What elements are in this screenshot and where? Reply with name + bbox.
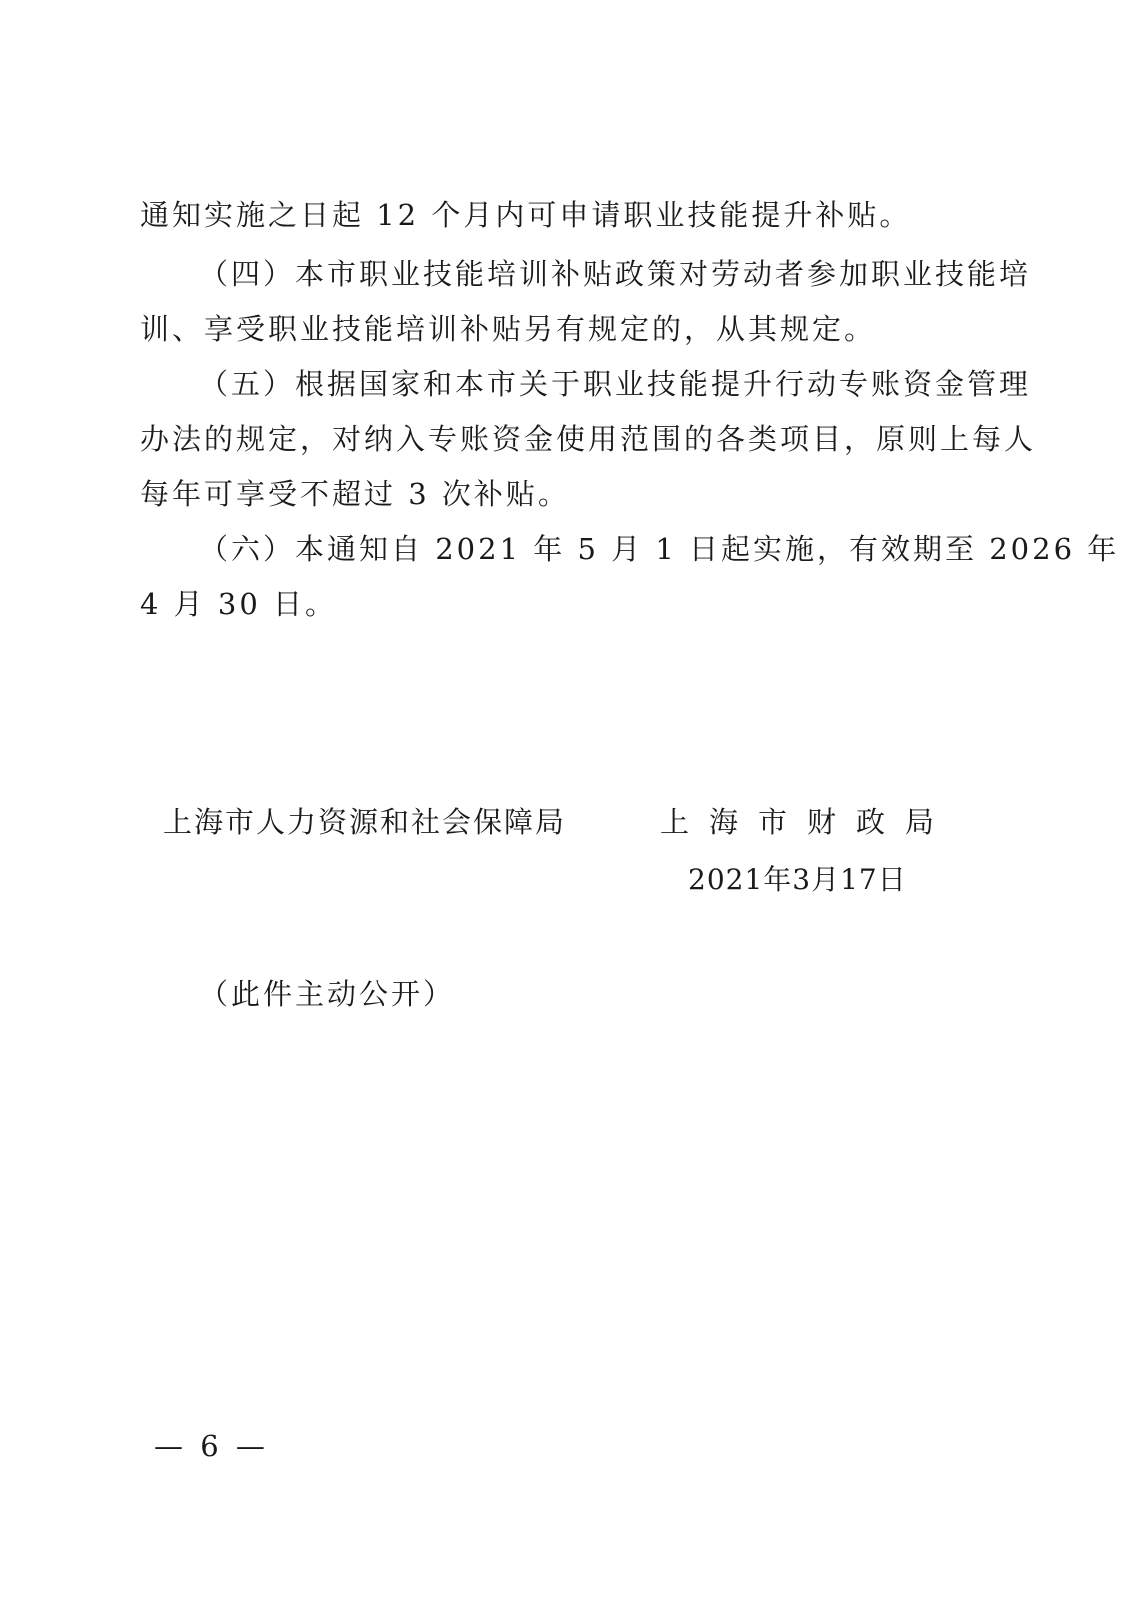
issuer-hr-bureau: 上海市人力资源和社会保障局	[163, 805, 567, 839]
body-line-7: （六）本通知自 2021 年 5 月 1 日起实施，有效期至 2026 年	[199, 532, 1120, 566]
body-line-2: （四）本市职业技能培训补贴政策对劳动者参加职业技能培	[199, 257, 1032, 291]
body-line-8: 4 月 30 日。	[140, 587, 338, 621]
body-line-4: （五）根据国家和本市关于职业技能提升行动专账资金管理	[199, 367, 1032, 401]
issuer-finance-bureau: 上海市财政局	[660, 805, 955, 839]
body-line-6: 每年可享受不超过 3 次补贴。	[140, 477, 570, 511]
body-line-5: 办法的规定，对纳入专账资金使用范围的各类项目，原则上每人	[140, 422, 1037, 456]
page-number: — 6 —	[154, 1429, 269, 1463]
body-line-1: 通知实施之日起 12 个月内可申请职业技能提升补贴。	[140, 198, 912, 232]
issue-date: 2021年3月17日	[688, 863, 907, 896]
body-line-3: 训、享受职业技能培训补贴另有规定的，从其规定。	[140, 312, 877, 346]
disclosure-note: （此件主动公开）	[199, 977, 456, 1011]
